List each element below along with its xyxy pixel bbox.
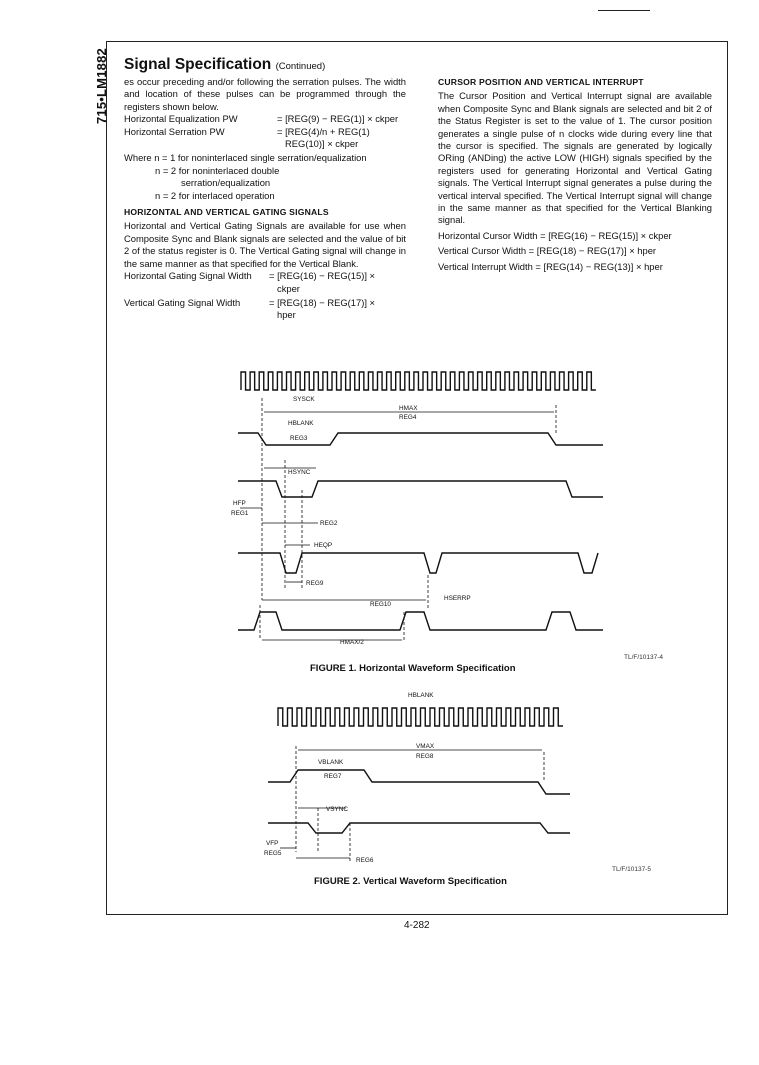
figure-2-tl: TL/F/10137-5 [612, 866, 652, 873]
h-cursor-equation: Horizontal Cursor Width = [REG(16) − REG(15)] × ckper [438, 229, 672, 241]
hsync-waveform [238, 481, 603, 497]
label-hmax2: HMAX/2 [340, 639, 364, 646]
label-vmax: VMAX [416, 743, 435, 750]
sysck-clock-waveform [241, 372, 596, 390]
serration-equation: Horizontal Serration PW = [REG(4)/n + REG(1) [124, 125, 370, 137]
label-reg2: REG2 [320, 520, 338, 527]
figure-2-caption: FIGURE 2. Vertical Waveform Specification [314, 876, 507, 887]
vsync-waveform [268, 823, 570, 833]
label-fig2-hblank: HBLANK [408, 692, 434, 699]
where-line-2: n = 2 for noninterlaced double [155, 164, 280, 176]
label-vblank: VBLANK [318, 759, 344, 766]
label-hmax: HMAX [399, 405, 418, 412]
v-interrupt-equation: Vertical Interrupt Width = [REG(14) − REG(13)] × hper [438, 260, 663, 272]
label-reg1: REG1 [231, 510, 249, 517]
heqp-waveform [238, 553, 598, 573]
hserrp-waveform [238, 612, 603, 630]
label-sysck: SYSCK [293, 396, 315, 403]
figure-1-tl: TL/F/10137-4 [624, 654, 664, 661]
where-line-1: Where n = 1 for noninterlaced single serration/equalization [124, 152, 367, 164]
figure-1-caption: FIGURE 1. Horizontal Waveform Specification [310, 663, 516, 674]
cursor-paragraph: The Cursor Position and Vertical Interrupt signal are available when Composite Sync and Blank signals are selected and bit 2 of the Status Register is set to the value of 1. The cursor position generates a single pulse of n clocks wide during every line that the cursor is specified. The signals are generated by logically ORing (ANDing) the active LOW (HIGH) signals specified by the registers used for generating Horizontal and Vertical Gating signals. The Vertical Interrupt signal generates a pulse during the vertical interval specified. The Vertical Interrupt signal will change in the same manner as that specified for the Vertical Blanking signal. [438, 90, 712, 226]
h-gating-equation: Horizontal Gating Signal Width = [REG(16) − REG(15)] × [124, 270, 376, 282]
cursor-heading: CURSOR POSITION AND VERTICAL INTERRUPT [438, 77, 644, 87]
where-line-3: n = 2 for interlaced operation [155, 189, 275, 201]
gating-heading: HORIZONTAL AND VERTICAL GATING SIGNALS [124, 207, 329, 218]
label-heqp: HEQP [314, 542, 333, 549]
v-cursor-equation: Vertical Cursor Width = [REG(18) − REG(17)] × hper [438, 245, 657, 257]
label-hblank: HBLANK [288, 420, 314, 427]
hblank-clock-waveform [278, 708, 563, 726]
where-line-2b: serration/equalization [181, 177, 271, 189]
part-number-side-label: 715•LM1882 [94, 48, 109, 124]
label-vsync: VSYNC [326, 806, 349, 813]
vblank-waveform [268, 770, 570, 794]
left-column: es occur preceding and/or following the serration pulses. The width and location of these pulses can be programmed through the registers shown below. Horizontal Equalization PW = [REG(9) − REG(1)] × ckper Horizontal Serration PW = [REG(4)/n + REG(1) REG(10)] × ckper Where n = 1 for noninterlaced single serration/equalization n = 2 for noninterlaced double serration/equalization n = 2 for interlaced operation HORIZONTAL AND VERTICAL GATING SIGNALS Horizontal and Vertical Gating Signals are available for use when Composite Sync and Blank signals are selected and the value of bit 2 of the status register is 0. The Vertical Gating signal will change in the same manner as that specified for the Vertical Blank. Horizontal Gating Signal Width = [REG(16) − REG(15)] × ckper Vertical Gating Signal Width = [REG(18) − REG(17)] × hper [124, 76, 406, 321]
label-reg3: REG3 [290, 435, 308, 442]
gating-paragraph: Horizontal and Vertical Gating Signals are available for use when Composite Sync and Blank signals are selected and the value of bit 2 of the status register is 0. The Vertical Gating signal will change in the same manner as that specified for the Vertical Blank. [124, 220, 406, 269]
label-reg6: REG6 [356, 857, 374, 864]
v-gating-equation: Vertical Gating Signal Width = [REG(18) − REG(17)] × [124, 296, 376, 308]
serration-equation-cont: REG(10)] × ckper [285, 138, 359, 150]
label-reg8: REG8 [416, 753, 434, 760]
heading-title: Signal Specification [124, 56, 272, 73]
equalization-equation: Horizontal Equalization PW = [REG(9) − REG(1)] × ckper [124, 113, 399, 125]
label-hfp: HFP [233, 500, 246, 507]
label-hsync: HSYNC [288, 469, 311, 476]
label-reg4: REG4 [399, 414, 417, 421]
label-hserrp: HSERRP [444, 595, 471, 602]
label-reg10: REG10 [370, 601, 391, 608]
label-reg9: REG9 [306, 580, 324, 587]
intro-paragraph: es occur preceding and/or following the serration pulses. The width and location of these pulses can be programmed through the registers shown below. [124, 76, 406, 112]
label-vfp: VFP [266, 840, 279, 847]
label-reg7: REG7 [324, 773, 342, 780]
label-reg5: REG5 [264, 850, 282, 857]
heading-continued: (Continued) [275, 61, 326, 72]
page-number: 4-282 [404, 920, 430, 931]
